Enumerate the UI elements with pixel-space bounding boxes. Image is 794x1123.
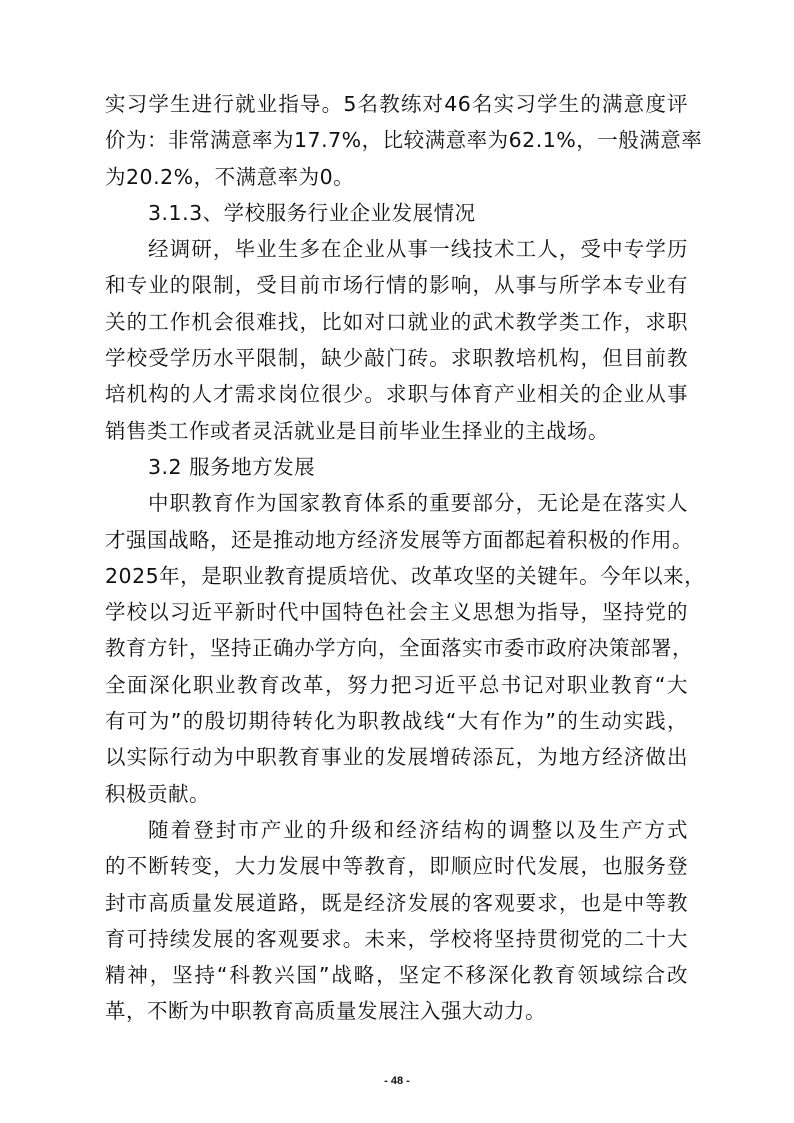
heading-text: 3.2 服务地方发展	[148, 454, 316, 479]
text-line: 封市高质量发展道路，既是经济发展的客观要求，也是中等教	[105, 890, 688, 915]
text-line: 关的工作机会很难找，比如对口就业的武术教学类工作，求职	[105, 309, 688, 334]
text-line: 育可持续发展的客观要求。未来，学校将坚持贯彻党的二十大	[105, 926, 688, 951]
text-line: 为20.2%，不满意率为0。	[105, 164, 355, 189]
page-number: - 48 -	[384, 1075, 410, 1087]
text-line: 经调研，毕业生多在企业从事一线技术工人，受中专学历	[148, 237, 688, 262]
section-heading	[105, 449, 688, 485]
text-line: 2025年，是职业教育提质培优、改革攻坚的关键年。今年以来，	[105, 563, 706, 588]
section-heading	[105, 195, 688, 231]
text-line: 革，不断为中职教育高质量发展注入强大动力。	[105, 999, 546, 1024]
text-line: 有可为”的殷切期待转化为职教战线“大有作为”的生动实践，	[105, 709, 688, 734]
text-line: 以实际行动为中职教育事业的发展增砖添瓦，为地方经济做出	[105, 745, 688, 770]
text-line: 教育方针，坚持正确办学方向，全面落实市委市政府决策部署，	[105, 636, 693, 661]
paragraph	[105, 231, 688, 449]
text-line: 实习学生进行就业指导。5名教练对46名实习学生的满意度评	[105, 92, 688, 116]
text-line: 全面深化职业教育改革，努力把习近平总书记对职业教育“大	[105, 672, 688, 697]
text-line: 培机构的人才需求岗位很少。求职与体育产业相关的企业从事	[105, 382, 688, 407]
heading-text: 3.1.3、学校服务行业企业发展情况	[148, 200, 476, 225]
text-line: 和专业的限制，受目前市场行情的影响，从事与所学本专业有	[105, 273, 688, 298]
paragraph	[105, 485, 706, 812]
paragraph	[105, 86, 703, 195]
text-line: 学校以习近平新时代中国特色社会主义思想为指导，坚持党的	[105, 600, 688, 625]
text-line: 随着登封市产业的升级和经济结构的调整以及生产方式	[148, 817, 688, 842]
text-line: 积极贡献。	[105, 781, 210, 806]
text-line: 才强国战略，还是推动地方经济发展等方面都起着积极的作用。	[105, 527, 693, 552]
paragraph	[105, 812, 688, 1030]
text-line: 的不断转变，大力发展中等教育，即顺应时代发展，也服务登	[105, 854, 688, 879]
text-line: 精神，坚持“科教兴国”战略，坚定不移深化教育领域综合改	[105, 963, 688, 988]
document-body	[105, 86, 706, 1030]
text-line: 价为：非常满意率为17.7%，比较满意率为62.1%，一般满意率	[105, 128, 703, 153]
text-line: 学校受学历水平限制，缺少敲门砖。求职教培机构，但目前教	[105, 346, 688, 371]
text-line: 销售类工作或者灵活就业是目前毕业生择业的主战场。	[105, 418, 609, 443]
text-line: 中职教育作为国家教育体系的重要部分，无论是在落实人	[148, 491, 688, 516]
